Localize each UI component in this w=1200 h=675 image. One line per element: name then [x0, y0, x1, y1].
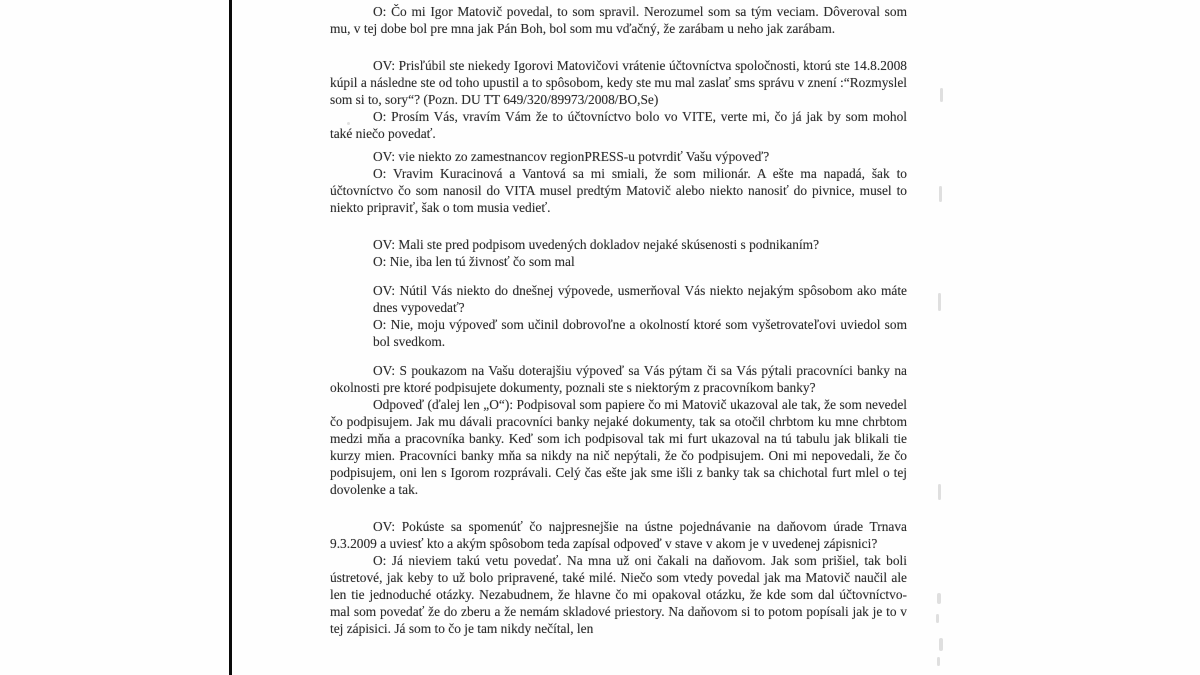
paragraph: OV: Pokúste sa spomenúť čo najpresnejšie na ústne pojednávanie na daňovom úrade Trnava 9.3.2009 a uviesť kto a akým spôsobom teda zapísal odpoveď v stave v akom je v uvedenej zápisnici? — [330, 519, 907, 551]
paragraph: O: Já nieviem takú vetu povedať. Na mna už oni čakali na daňovom. Jak som prišiel, tak boli ústretové, jak keby to už bolo pripravené, také milé. Niečo som vtedy povedal jak ma Matovič naučil ale len tie jednoduché otázky. Nezabudnem, že hlavne čo mi opakoval otázku, že kde som dal účtovníctvo- mal som povedať že do zberu a že nemám skladové priestory. Na daňovom si to potom popísali jak je to v tej zápisici. Já som to čo je tam nikdy nečítal, len — [330, 553, 907, 636]
scan-artifact — [936, 614, 939, 623]
paragraph: OV: vie niekto zo zamestnancov regionPRESS-u potvrdiť Vašu výpoveď? — [373, 149, 770, 164]
paragraph: O: Čo mi Igor Matovič povedal, to som spravil. Nerozumel som sa tým veciam. Dôveroval som mu, v tej dobe bol pre mna jak Pán Boh, bol som mu vďačný, že zarábam u neho jak zarábam. — [330, 4, 907, 36]
paragraph: Odpoveď (ďalej len „O“): Podpisoval som papiere čo mi Matovič ukazoval ale tak, že som nevedel čo podpisujem. Jak mu dávali pracovníci banky nejaké dokumenty, tak sa otočil chrbtom ku mne chrbtom medzi mňa a pracovníka banky. Keď som ich podpisoval tak mi furt ukazoval na tú tabulu jak blikali tie kurzy mien. Pracovníci banky mňa sa nikdy na nič nepýtali, že čo podpisujem. Oni mi nepovedali, že čo podpisujem, oni len s Igorom rozprávali. Celý čas ešte jak sme išli z banky tak sa chichotal furt mlel o tej dovolenke a tak. — [330, 397, 907, 497]
paragraph: O: Nie, moju výpoveď som učinil dobrovoľne a okolností ktoré som vyšetrovateľovi uviedol som bol svedkom. — [373, 317, 907, 349]
scan-artifact — [937, 593, 941, 604]
paragraph: OV: S poukazom na Vašu doterajšiu výpoveď sa Vás pýtam či sa Vás pýtali pracovníci banky na okolnosti pre ktoré podpisujete dokumenty, poznali ste s niektorým z pracovníkom banky? — [330, 363, 907, 395]
paragraph: OV: Prisľúbil ste niekedy Igorovi Matovičovi vrátenie účtovníctva spoločnosti, ktorú ste 14.8.2008 kúpil a následne ste od toho upustil a to spôsobom, kedy ste mu mal zaslať sms správu v znení :“Rozmyslel som si to, sory“? (Pozn. DU TT 649/320/89973/2008/BO,Se) — [330, 58, 907, 107]
scan-artifact — [347, 122, 350, 125]
paragraph: O: Vravim Kuracinová a Vantová sa mi smiali, že som milionár. A ešte ma napadá, šak to účtovníctvo čo som nanosil do VITA musel predtým Matovič alebo niekto nanosiť do pivnice, musel to niekto pripraviť, šak o tom musia vedieť. — [330, 166, 907, 215]
scan-artifact — [938, 293, 941, 311]
scan-artifact — [940, 88, 943, 102]
scan-artifact — [939, 638, 943, 651]
paragraph: O: Prosím Vás, vravím Vám že to účtovníctvo bolo vo VITE, verte mi, čo já jak by som mohol také niečo povedať. — [330, 109, 907, 141]
scan-artifact — [938, 484, 941, 500]
scan-artifact — [937, 657, 940, 666]
document-text-column — [330, 3, 907, 637]
paragraph: OV: Mali ste pred podpisom uvedených dokladov nejaké skúsenosti s podnikaním? — [373, 237, 820, 252]
paragraph: O: Nie, iba len tú živnosť čo som mal — [373, 254, 575, 269]
page-edge-line — [229, 0, 232, 675]
scan-artifact — [939, 186, 942, 202]
paragraph: OV: Nútil Vás niekto do dnešnej výpovede, usmerňoval Vás niekto nejakým spôsobom ako máte dnes vypovedať? — [373, 283, 907, 315]
